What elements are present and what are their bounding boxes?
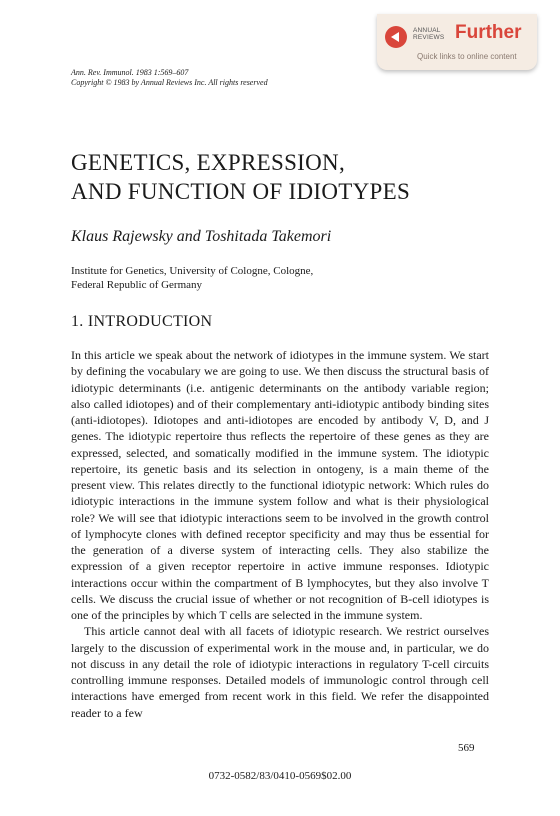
further-subtitle: Quick links to online content — [417, 52, 517, 61]
section-heading: 1. INTRODUCTION — [71, 313, 213, 330]
article-title — [71, 148, 491, 206]
affiliation-line1: Institute for Genetics, University of Cologne, Cologne, — [71, 265, 314, 277]
title-line1: GENETICS, EXPRESSION, — [71, 150, 346, 175]
publisher-line2: REVIEWS — [413, 34, 445, 41]
publisher-line1: ANNUAL — [413, 27, 441, 34]
affiliation — [71, 264, 313, 292]
affiliation-line2: Federal Republic of Germany — [71, 279, 203, 291]
article-code: 0732-0582/83/0410-0569$02.00 — [208, 770, 352, 782]
further-brand: Further — [455, 22, 522, 43]
play-icon — [385, 26, 407, 48]
title-line2: AND FUNCTION OF IDIOTYPES — [71, 179, 411, 204]
copyright-line: Copyright © 1983 by Annual Reviews Inc. All rights reserved — [71, 78, 268, 87]
paragraph-1: In this article we speak about the network of idiotypes in the immune system. We start by defining the vocabulary we are going to use. We then discuss the structural basis of idiotypic determinants (i.e. antigenic determinants on the antibody variable region; also called idiotopes) and of their complementary anti-idiotypic antibody binding sites (anti-idiotopes). Idiotopes and anti-idiotopes are encoded by antibody V, D, and J genes. The idiotypic repertoire thus reflects the repertoire of these genes as they are expressed, selected, and somatically modified in the immune system. The idiotypic repertoire, its genetic basis and its selection in ontogeny, is a main theme of the present view. This relates directly to the functional idiotypic network: Which rules do idiotypic interactions in the immune system follow and what is their physiological role? We will see that idiotypic interactions seem to be involved in the growth control of lymphocyte clones with defined receptor specificity and may thus be essential for the generation of a diverse system of interacting cells. They also stabilize the expression of a given receptor repertoire in active immune responses. Idiotypic interactions occur within the compartment of B lymphocytes, but they also involve T cells. We discuss the crucial issue of whether or not recognition of B-cell idiotypes is one of the principles by which T cells are selected in the immune system. — [71, 348, 489, 622]
citation-line1: Ann. Rev. Immunol. 1983 1:569–607 — [71, 68, 189, 77]
citation — [71, 68, 268, 88]
further-banner[interactable] — [377, 14, 537, 70]
page-number: 569 — [458, 742, 475, 754]
authors: Klaus Rajewsky and Toshitada Takemori — [71, 228, 332, 245]
body-text — [71, 347, 489, 721]
paragraph-2: This article cannot deal with all facets of idiotypic research. We restrict ourselves largely to the discussion of experimental work in the mouse and, in particular, we do not discuss in any detail the role of idiotypic interactions in regulatory T-cell circuits controlling immune responses. Detailed models of immunologic control through cell interactions have emerged from recent work in this field. We refer the disappointed reader to a few — [71, 624, 489, 720]
publisher-logo — [413, 27, 453, 41]
